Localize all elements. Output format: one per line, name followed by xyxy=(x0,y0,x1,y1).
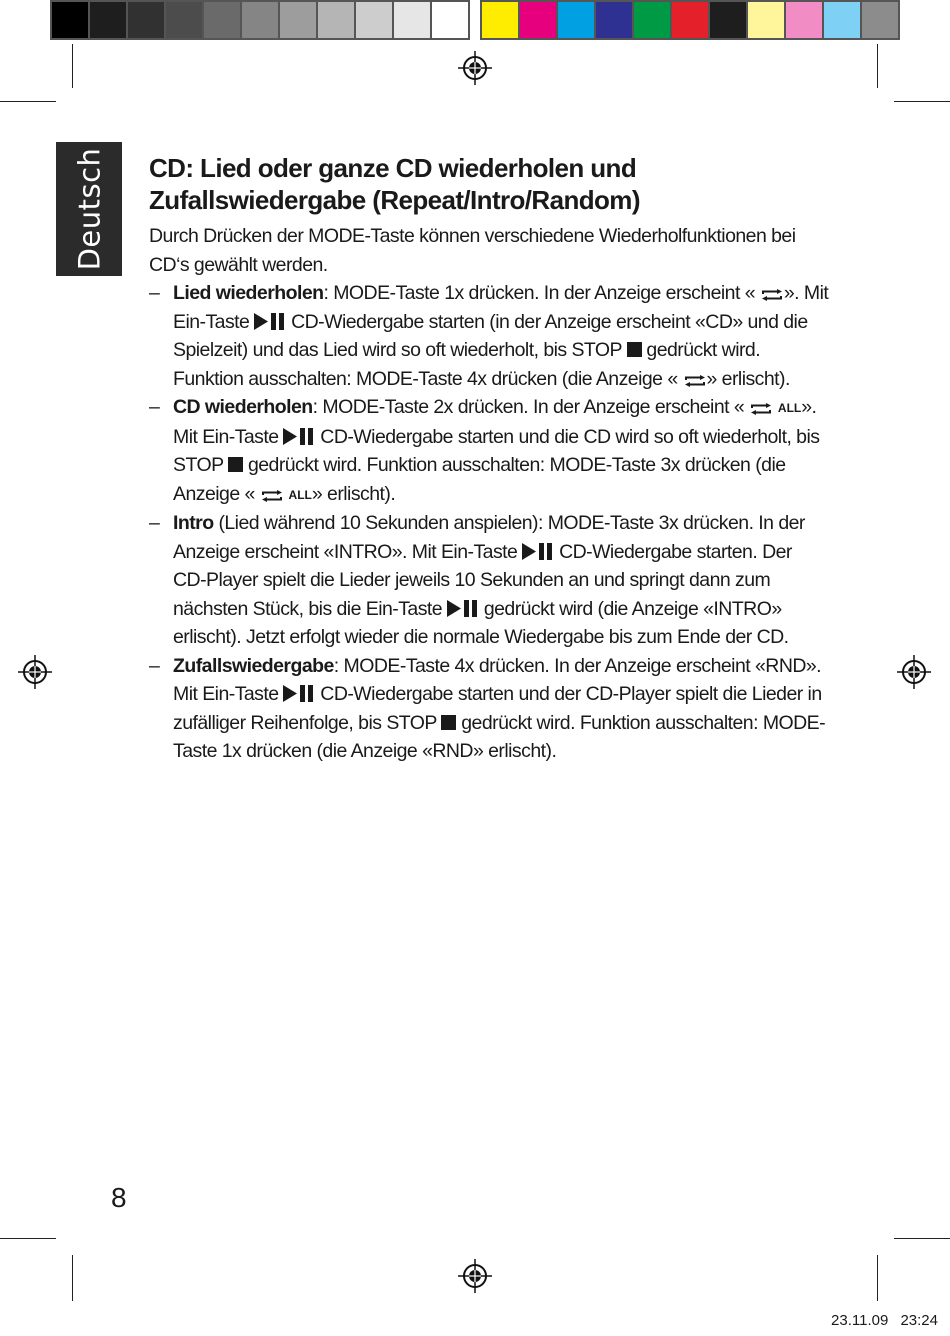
function-list xyxy=(149,279,829,766)
section-title xyxy=(149,152,829,216)
repeat-icon xyxy=(760,289,784,301)
color-swatch xyxy=(862,2,898,38)
print-timestamp: 23.11.09 23:24 xyxy=(831,1312,938,1329)
crop-mark xyxy=(877,44,878,88)
list-dash: – xyxy=(149,282,160,304)
text: ». Mit Ein-Taste xyxy=(173,396,817,448)
text: (Lied während 10 Sekunden anspielen): MODE-Taste 3x drücken. In der Anzeige erscheint «INTRO». Mit Ein-Taste xyxy=(173,512,805,563)
text: gedrückt wird. Funktion ausschalten: MODE-Taste 3x drücken (die Anzeige « xyxy=(173,454,786,505)
play-pause-icon xyxy=(447,600,479,617)
text: : MODE-Taste 1x drücken. In der Anzeige erscheint « xyxy=(323,282,755,304)
title-line-2: Zufallswiedergabe (Repeat/Intro/Random) xyxy=(149,185,640,215)
intro-paragraph: Durch Drücken der MODE-Taste können verschiedene Wiederholfunktionen bei CD‘s gewählt werden. xyxy=(149,225,796,276)
text: CD-Wiedergabe starten (in der Anzeige erscheint «CD» und die Spielzeit) und das Lied wird so oft wiederholt, bis STOP xyxy=(173,310,808,361)
crop-mark xyxy=(894,1238,950,1239)
text: » erlischt). xyxy=(311,482,396,505)
text: ». Mit Ein-Taste xyxy=(173,282,829,333)
crop-mark xyxy=(72,44,73,88)
repeat-icon xyxy=(683,375,707,387)
crop-mark xyxy=(0,101,56,102)
color-swatch xyxy=(748,2,786,38)
text: CD-Wiedergabe starten und der CD-Player spielt die Lieder in zufälliger Reihenfolge, bis STOP xyxy=(173,683,822,734)
crop-mark xyxy=(894,101,950,102)
title-line-1: CD: Lied oder ganze CD wiederholen und xyxy=(149,153,637,183)
color-swatch xyxy=(786,2,824,38)
repeat-all-label: ALL xyxy=(777,401,802,415)
color-swatch xyxy=(710,2,748,38)
play-pause-icon xyxy=(283,685,315,702)
gray-swatch xyxy=(356,2,394,38)
gray-swatch xyxy=(242,2,280,38)
gray-swatch xyxy=(394,2,432,38)
list-dash: – xyxy=(149,654,160,677)
text: CD-Wiedergabe starten. Der CD-Player spielt die Lieder jeweils 10 Sekunden an und springt dann zum nächsten Stück, bis die Ein-Taste xyxy=(173,540,792,620)
registration-mark-icon xyxy=(18,655,52,689)
list-dash: – xyxy=(149,512,160,534)
play-pause-icon xyxy=(522,543,554,560)
stop-icon xyxy=(627,342,642,357)
text: CD-Wiedergabe starten und die CD wird so oft wiederholt, bis STOP xyxy=(173,425,820,476)
language-tab-label: Deutsch xyxy=(72,147,107,271)
term-repeat-song: Lied wiederholen xyxy=(173,282,324,304)
term-intro: Intro xyxy=(173,512,214,534)
registration-mark-icon xyxy=(458,1259,492,1293)
stop-icon xyxy=(228,457,243,472)
stop-icon xyxy=(441,715,456,730)
text: : MODE-Taste 2x drücken. In der Anzeige erscheint « xyxy=(312,396,745,418)
gray-swatch xyxy=(204,2,242,38)
color-swatch xyxy=(520,2,558,38)
color-calibration-bar xyxy=(480,0,900,40)
crop-mark xyxy=(0,1238,56,1239)
text: : MODE-Taste 4x drücken. In der Anzeige erscheint «RND». Mit Ein-Taste xyxy=(173,654,822,705)
color-swatch xyxy=(482,2,520,38)
text: » erlischt). xyxy=(706,367,790,390)
color-swatch xyxy=(824,2,862,38)
crop-mark xyxy=(877,1255,878,1301)
repeat-icon xyxy=(260,490,284,502)
list-item-repeat-cd xyxy=(149,393,829,509)
page-number: 8 xyxy=(111,1182,127,1213)
list-item-random xyxy=(149,652,829,766)
term-random: Zufallswiedergabe xyxy=(173,654,334,677)
section-content xyxy=(149,152,829,766)
gray-swatch xyxy=(166,2,204,38)
play-pause-icon xyxy=(254,313,286,330)
crop-mark xyxy=(72,1255,73,1301)
gray-swatch xyxy=(432,2,468,38)
list-item-intro xyxy=(149,509,829,652)
language-tab xyxy=(56,142,122,276)
text: gedrückt wird (die Anzeige «INTRO» erlischt). Jetzt erfolgt wieder die normale Wiedergabe bis zum Ende der CD. xyxy=(173,597,789,648)
registration-mark-icon xyxy=(897,655,931,689)
gray-swatch xyxy=(52,2,90,38)
list-dash: – xyxy=(149,396,160,418)
list-item-repeat-song xyxy=(149,279,829,393)
gray-swatch xyxy=(128,2,166,38)
color-swatch xyxy=(558,2,596,38)
text: gedrückt wird. Funktion ausschalten: MODE-Taste 1x drücken (die Anzeige «RND» erlischt). xyxy=(173,711,826,762)
registration-mark-icon xyxy=(458,51,492,85)
repeat-icon xyxy=(749,403,773,415)
gray-calibration-bar xyxy=(50,0,470,40)
play-pause-icon xyxy=(283,428,315,445)
color-swatch xyxy=(596,2,634,38)
gray-swatch xyxy=(90,2,128,38)
color-swatch xyxy=(672,2,710,38)
term-repeat-cd: CD wiederholen xyxy=(173,396,313,418)
gray-swatch xyxy=(318,2,356,38)
text: gedrückt wird. Funktion ausschalten: MODE-Taste 4x drücken (die Anzeige « xyxy=(173,339,761,390)
repeat-all-label: ALL xyxy=(288,487,312,502)
color-swatch xyxy=(634,2,672,38)
gray-swatch xyxy=(280,2,318,38)
